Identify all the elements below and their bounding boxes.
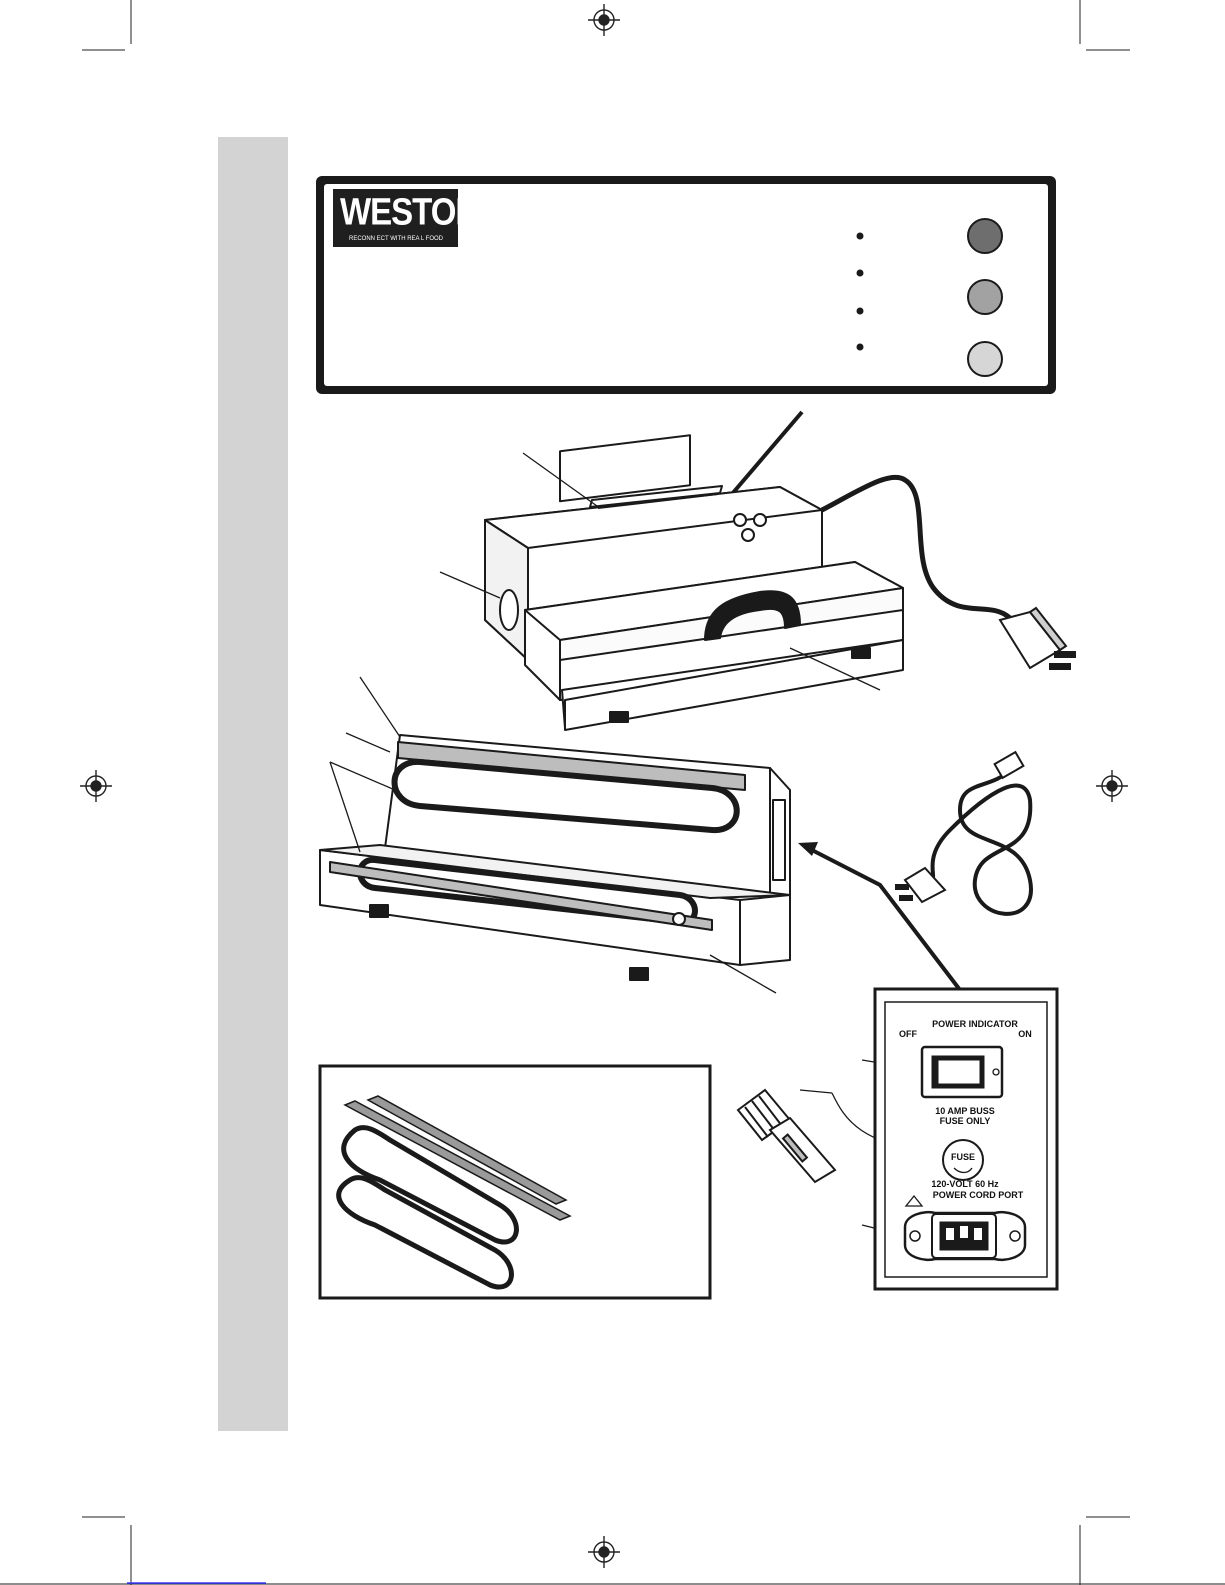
vacuum-sealer-open [320, 735, 790, 980]
logo-tagline: RECONN ECT WITH REA L FOOD [348, 236, 443, 242]
button-mid [968, 280, 1002, 314]
button-light [968, 342, 1002, 376]
logo-name: WESTON [340, 190, 479, 233]
fuse-icon [738, 1090, 835, 1182]
sidebar-band [218, 137, 288, 1431]
fuse-rating-line1: 10 AMP BUSS [935, 1106, 995, 1116]
fuse-label: FUSE [950, 1152, 975, 1162]
detached-power-cord [930, 770, 1031, 914]
off-label: OFF [899, 1029, 917, 1039]
button-dark [968, 219, 1002, 253]
registration-mark-icon [80, 770, 112, 802]
on-label: ON [1018, 1029, 1032, 1039]
plug-icon [1000, 608, 1075, 669]
vacuum-sealer-closed [485, 435, 903, 730]
power-indicator-label: POWER INDICATOR [932, 1019, 1018, 1029]
voltage-label: 120-VOLT 60 Hz [931, 1179, 999, 1189]
registration-mark-icon [1096, 770, 1128, 802]
registration-mark-icon [588, 4, 620, 36]
registration-mark-icon [588, 1536, 620, 1568]
plug-icon [896, 752, 1023, 902]
replacement-parts-diagram [320, 1066, 710, 1298]
fuse-rating-line2: FUSE ONLY [939, 1116, 991, 1126]
power-cord-port-label: POWER CORD PORT [932, 1190, 1024, 1200]
